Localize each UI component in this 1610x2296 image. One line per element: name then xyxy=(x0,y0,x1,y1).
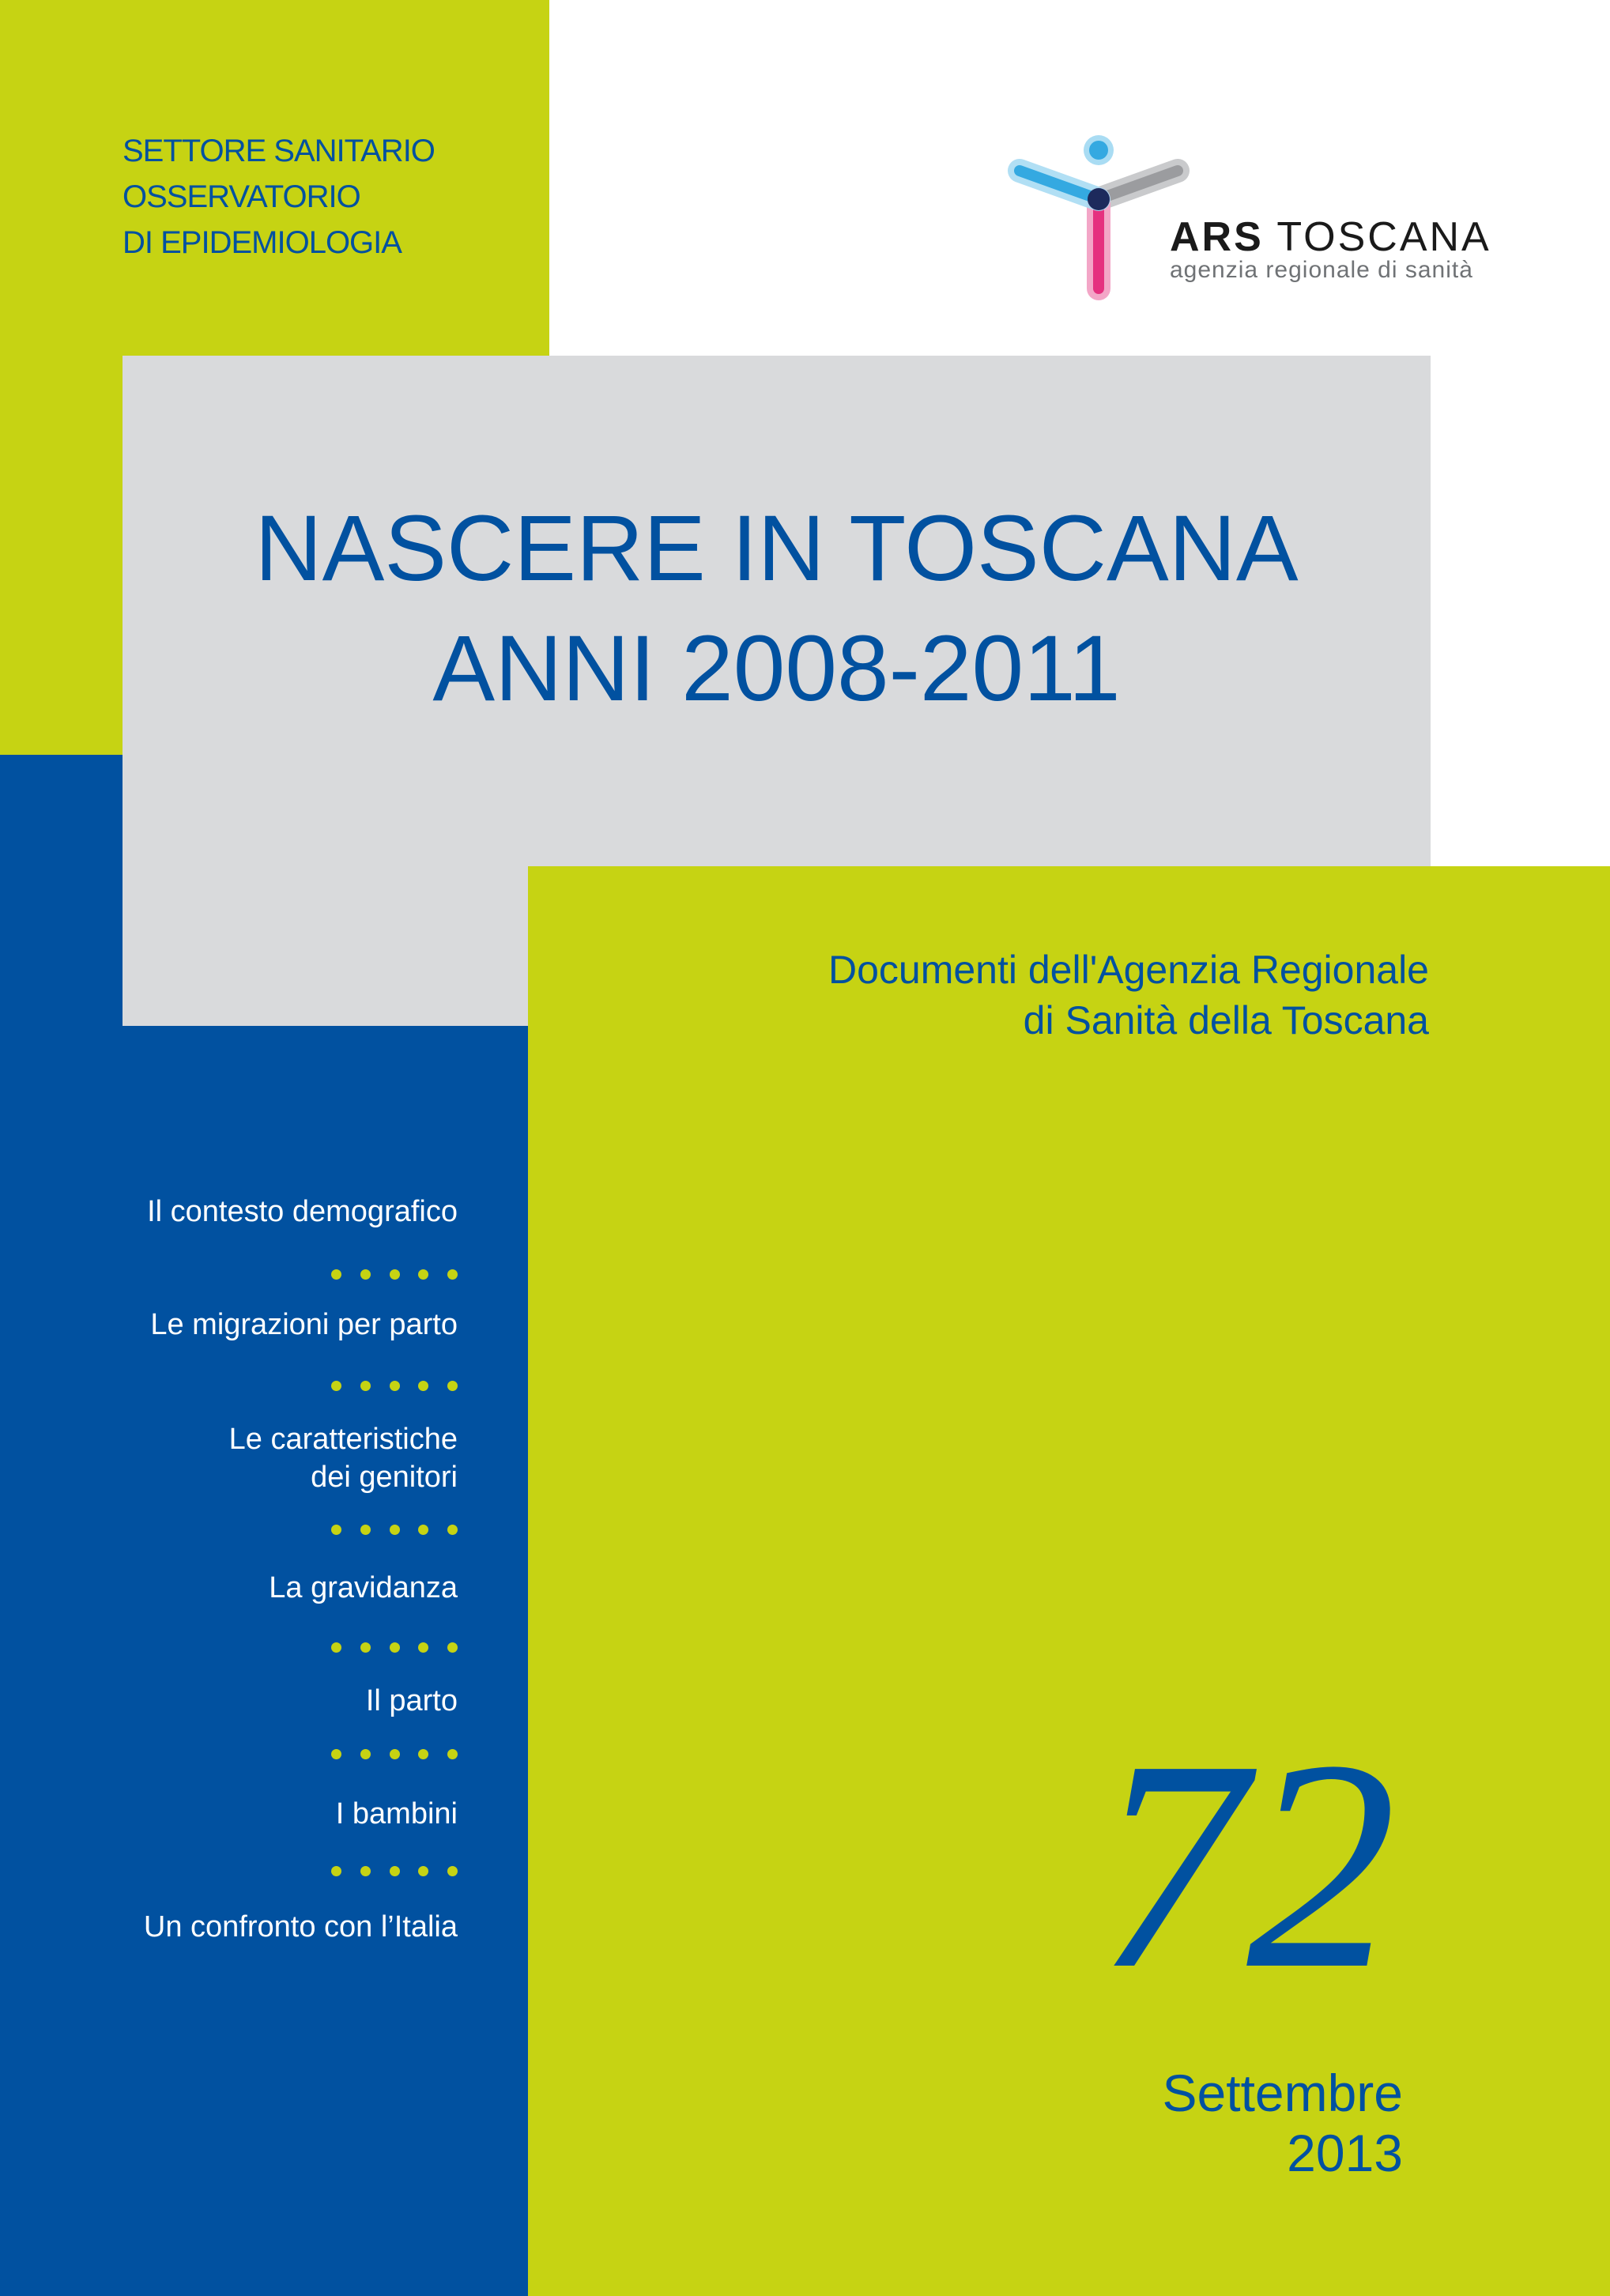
toc-item-label: La gravidanza xyxy=(269,1571,458,1604)
green-main-panel xyxy=(528,866,1610,2296)
dot-separator xyxy=(331,1269,458,1280)
toc-item xyxy=(366,1682,458,1720)
document-title xyxy=(123,488,1431,729)
issue-month: Settembre xyxy=(1162,2064,1403,2122)
logo-subtitle: agenzia regionale di sanità xyxy=(1170,257,1473,283)
issue-date xyxy=(1163,2063,1403,2183)
dot-separator xyxy=(331,1524,458,1535)
toc-item xyxy=(336,1795,458,1833)
sector-heading xyxy=(123,128,435,266)
toc-item-label: Le migrazioni per parto xyxy=(150,1308,458,1341)
toc-item xyxy=(269,1569,458,1607)
issue-number: 72 xyxy=(1096,1698,1397,2031)
series-name xyxy=(828,944,1429,1046)
issue-year: 2013 xyxy=(1287,2124,1403,2182)
logo-name-rest: TOSCANA xyxy=(1276,214,1491,260)
sector-line-1: SETTORE SANITARIO xyxy=(123,134,435,168)
toc-item-label: Il contesto demografico xyxy=(147,1195,458,1228)
dot-separator xyxy=(331,1380,458,1391)
series-line-2: di Sanità della Toscana xyxy=(1023,998,1429,1042)
dot-separator xyxy=(331,1748,458,1759)
logo-name-bold: ARS xyxy=(1170,214,1264,260)
sector-line-3: DI EPIDEMIOLOGIA xyxy=(123,225,402,260)
title-line-1: NASCERE IN TOSCANA xyxy=(255,496,1299,601)
dot-separator xyxy=(331,1642,458,1653)
toc-item xyxy=(150,1306,458,1344)
series-line-1: Documenti dell'Agenzia Regionale xyxy=(828,948,1429,992)
toc-item-label: I bambini xyxy=(335,1797,458,1830)
dot-separator xyxy=(331,1865,458,1876)
logo-wordmark xyxy=(1170,213,1491,261)
toc-item-label: Le caratteristiche xyxy=(228,1423,458,1456)
toc-item-label: Un confronto con l’Italia xyxy=(143,1910,458,1943)
toc-item xyxy=(147,1193,458,1231)
sector-line-2: OSSERVATORIO xyxy=(123,179,360,214)
toc-item-label: Il parto xyxy=(365,1684,458,1717)
toc-item xyxy=(229,1420,458,1496)
toc-item-label: dei genitori xyxy=(311,1461,458,1494)
toc-item xyxy=(144,1908,458,1946)
title-line-2: ANNI 2008-2011 xyxy=(432,616,1121,721)
